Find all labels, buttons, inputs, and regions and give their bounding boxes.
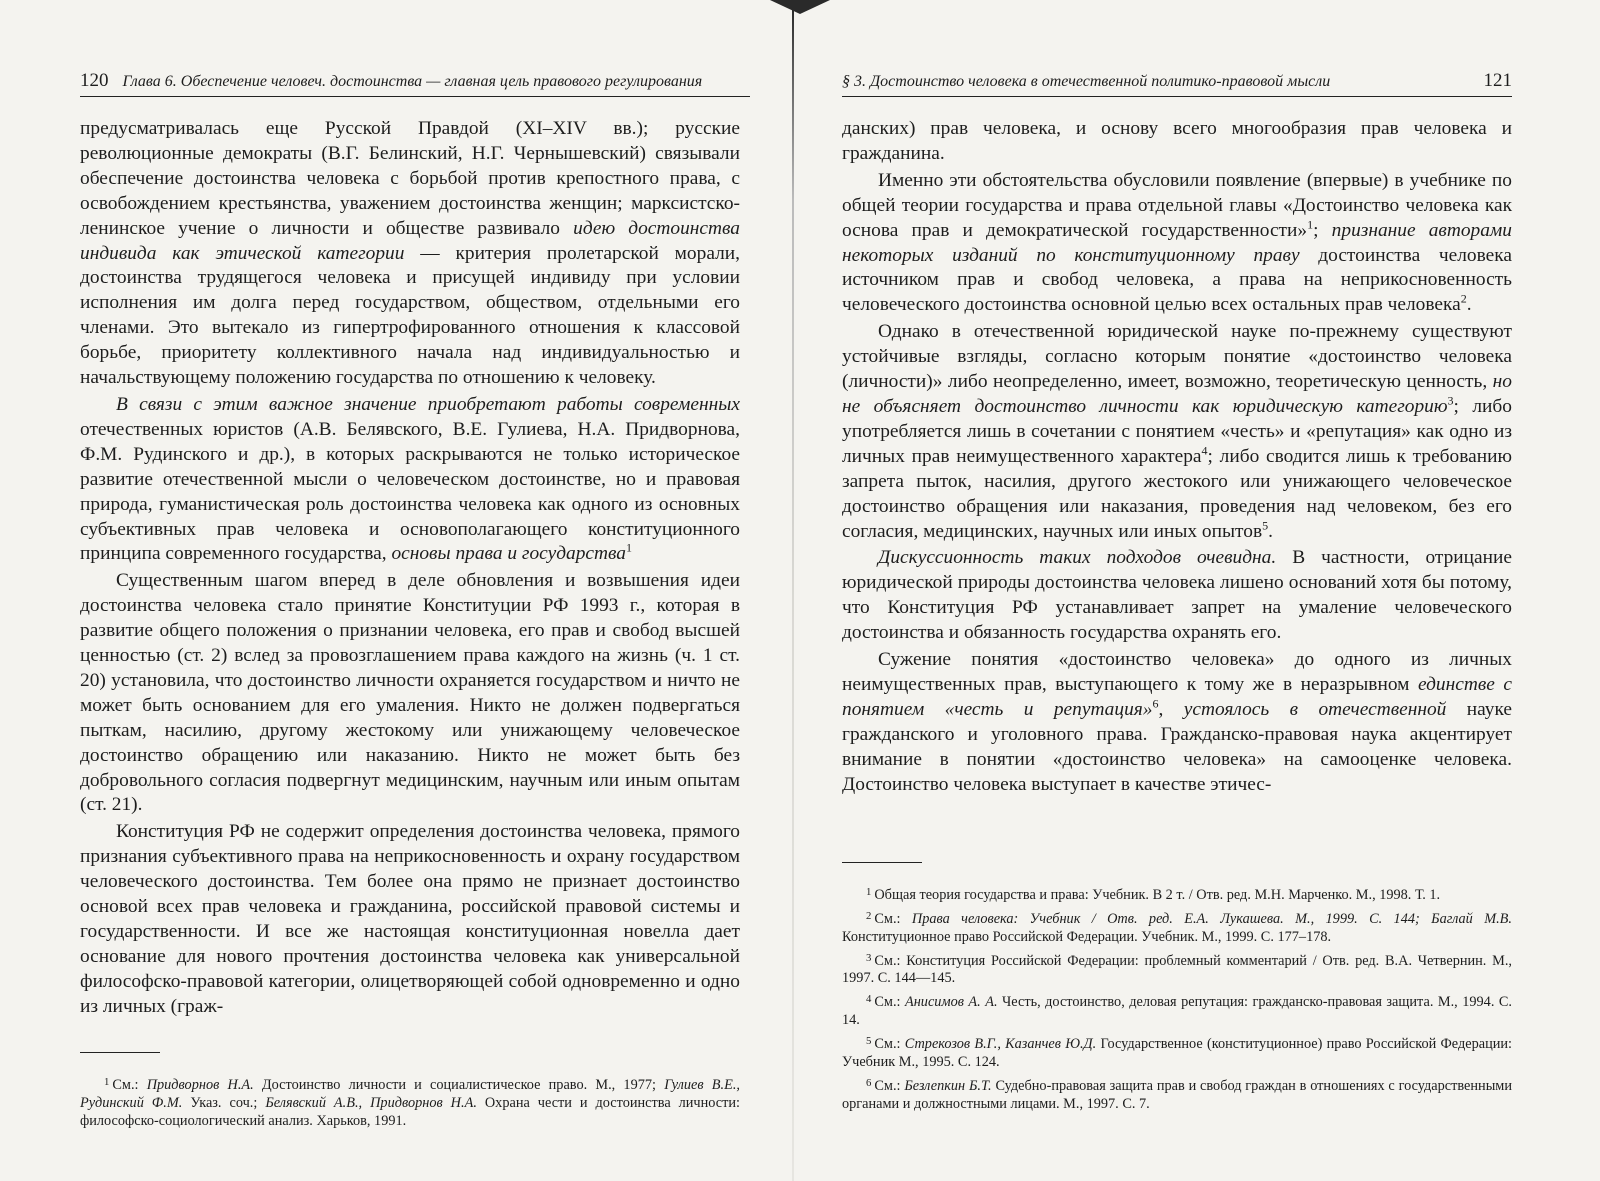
italic-text: Права человека: Учебник / Отв. ред. Е.А. Лукашева. М., 1999. С. 144; Баглай М.В.	[911, 910, 1512, 927]
text-run: Охрана чести и достоинства личности: философско-социологический анализ. Харьков, 1991.	[80, 1094, 740, 1129]
footnote	[80, 1073, 740, 1130]
text-run: Государственное (конституционное) право Российской Федерации: Учебник М., 1995. С. 124.	[842, 1035, 1512, 1070]
right-body-text	[842, 117, 1512, 797]
text-run: — критерия пролетарской морали, достоинства трудящегося человека и присущей индивиду при условии исполнения им долга перед государством, обществом, отдельными его членами. Это вытекало из гипертрофированного отношения к классовой борьбе, приоритету коллективного начала над индивидуальностью и начальствующему положению государства по отношению к человеку.	[80, 242, 740, 389]
footnote	[842, 1032, 1512, 1071]
book-gutter	[792, 0, 794, 1181]
text-run: ;	[1313, 219, 1332, 241]
paragraph	[842, 169, 1512, 318]
footnote	[842, 907, 1512, 946]
italic-text: единстве с понятием «честь и репутация»	[842, 673, 1512, 720]
text-run: отечественных юристов (А.В. Белявского, В.Е. Гулиева, Н.А. Придворнова, Ф.М. Рудинского и др.), в которых раскрываются не только историческое развитие отечественной мысли о человеческом достоинстве, но и правовая природа, гуманистическая роль достоинства человека как одного из основных субъективных прав человека и основополагающего конституционного принципа современного государства,	[80, 418, 740, 565]
paragraph	[842, 648, 1512, 797]
text-run: См.:	[112, 1076, 147, 1093]
text-run: Достоинство личности и социалистическое право. М., 1977;	[253, 1076, 665, 1093]
footnote-reference: 2	[1460, 291, 1467, 306]
right-running-head-title: § 3. Достоинство человека в отечественной политико-правовой мысли	[842, 73, 1331, 90]
italic-text: Безлепкин Б.Т.	[904, 1077, 992, 1094]
left-page	[0, 0, 790, 1181]
text-run: См.:	[874, 994, 905, 1010]
text-run: ; либо употребляется лишь в сочетании с понятием «честь» и «репутация» как одно из личных прав неимущественного характера	[842, 395, 1512, 467]
text-run: Конституция РФ не содержит определения достоинства человека, прямого признания субъективного права на неприкосновенность и охрану государством человеческого достоинства. Тем более она прямо не признает достоинство основой всех прав человека и гражданина, российской правовой системы и государственности. И все же настоящая конституционная новелла дает основание для нового прочтения достоинства человека как универсальной философско-правовой категории, олицетворяющей собой одновременно и одно из личных (граж-	[80, 821, 740, 1017]
left-body-text	[80, 117, 740, 1020]
footnote-reference: 3	[1447, 393, 1454, 408]
italic-text: Белявский А.В., Придворнов Н.А.	[265, 1094, 477, 1111]
text-run: .	[1466, 294, 1472, 316]
text-run: Общая теория государства и права: Учебник. В 2 т. / Отв. ред. М.Н. Марченко. М., 1998. Т. 1.	[874, 886, 1441, 903]
paragraph	[842, 117, 1512, 167]
italic-text: Дискуссионность таких подходов очевидна.	[878, 547, 1277, 569]
italic-text: устоялось в отечественной	[1183, 698, 1447, 720]
text-run: Конституционное право Российской Федерации. Учебник. М., 1999. С. 177–178.	[842, 928, 1332, 945]
italic-text: основы права и государства	[391, 543, 626, 565]
left-footnotes	[80, 1073, 740, 1130]
italic-text: признание авторами некоторых изданий по конституционному праву	[842, 219, 1512, 266]
text-run: Судебно-правовая защита прав и свобод граждан в отношениях с государственными органами и должностными лицами. М., 1997. С. 7.	[842, 1077, 1513, 1112]
right-footnote-rule	[842, 862, 922, 863]
paragraph	[80, 117, 740, 391]
italic-text: Придворнов Н.А.	[146, 1076, 254, 1093]
text-run: данских) прав человека, и основу всего многообразия прав человека и гражданина.	[842, 118, 1512, 164]
text-run: Указ. соч.;	[182, 1094, 266, 1111]
footnote-number: 6	[866, 1076, 872, 1089]
text-run: .	[1268, 520, 1273, 542]
text-run: Честь, достоинство, деловая репутация: гражданско-правовая защита. М., 1994. С. 14.	[842, 994, 1512, 1028]
left-footnote-rule	[80, 1052, 160, 1053]
footnote-reference: 1	[1307, 217, 1314, 232]
footnote-reference: 5	[1262, 518, 1269, 533]
right-footnotes	[842, 883, 1512, 1113]
right-page-number: 121	[1483, 70, 1512, 91]
footnote-number: 5	[866, 1035, 872, 1047]
right-page	[800, 0, 1600, 1181]
text-run: См.:	[874, 910, 912, 927]
italic-text: В связи с этим важное значение приобретают работы современных	[116, 393, 740, 415]
footnote-number: 1	[866, 886, 872, 898]
left-running-head	[80, 70, 750, 92]
text-run: В частности, отрицание юридической природы достоинства человека лишено оснований хотя бы потому, что Конституция РФ устанавливает запрет на умаление человеческого достоинства и обязанность государства охранять его.	[842, 547, 1513, 644]
text-run: Сужение понятия «достоинство человека» до одного из личных неимущественных прав, выступающего к тому же в неразрывном	[842, 649, 1512, 695]
text-run: ; либо сводится лишь к требованию запрета пыток, насилия, другого жестокого или унижающего человеческое достоинство обращения или наказания, проведения над человеком, без его согласия, медицинских, научных или иных опытов	[842, 445, 1512, 542]
paragraph	[80, 820, 740, 1019]
left-running-head-title: Глава 6. Обеспечение человеч. достоинства — главная цель правового регулирования	[122, 73, 703, 90]
right-header-rule	[842, 96, 1512, 97]
footnote-number: 1	[104, 1076, 110, 1088]
text-run: См.: Конституция Российской Федерации: проблемный комментарий / Отв. ред. В.А. Четвернин. М., 1997. С. 144—145.	[842, 952, 1512, 987]
footnote	[842, 883, 1512, 904]
italic-text: Гулиев В.Е., Рудинский Ф.М.	[80, 1076, 740, 1111]
text-run: науке гражданского и уголовного права. Гражданско-правовая наука акцентирует внимание в понятии «достоинство человека» на самооценке человека. Достоинство человека выступает в качестве этичес-	[842, 698, 1513, 795]
paragraph	[842, 546, 1512, 646]
text-run: Именно эти обстоятельства обусловили появление (впервые) в учебнике по общей теории государства и права отдельной главы «Достоинство человека как основа прав и демократической государственности»	[842, 169, 1512, 241]
text-run: ,	[1158, 698, 1184, 720]
footnote-reference: 4	[1201, 443, 1208, 458]
footnote-number: 4	[866, 993, 872, 1006]
footnote-reference: 1	[625, 540, 632, 555]
left-header-rule	[80, 96, 750, 97]
right-running-head	[842, 70, 1512, 92]
text-run: предусматривалась еще Русской Правдой (XI–XIV вв.); русские революционные демократы (В.Г. Белинский, Н.Г. Чернышевский) связывали обеспечение достоинства человека с борьбой против крепостного права, с освобождением крестьянства, уважением достоинства женщин; марксистско-ленинское учение о личности и обществе развивало	[80, 118, 740, 239]
footnote-number: 3	[866, 951, 872, 964]
footnote	[842, 949, 1512, 988]
paragraph	[80, 569, 740, 818]
italic-text: но не объясняет достоинство личности как юридическую категорию	[842, 371, 1512, 417]
text-run: Существенным шагом вперед в деле обновления и возвышения идеи достоинства человека стало принятие Конституции РФ 1993 г., которая в развитие общего положения о признании человека, его прав и свобод высшей ценностью (ст. 2) вслед за провозглашением права каждого на жизнь (ч. 1 ст. 20) установила, что достоинство личности охраняется государством и ничто не может быть основанием для его умаления. Никто не должен подвергаться пыткам, насилию, другому жестокому или унижающему человеческое достоинство обращению или наказанию. Никто не может быть без добровольного согласия подвергнут медицинским, научным или иным опытам (ст. 21).	[80, 570, 740, 816]
italic-text: Стрекозов В.Г., Казанчев Ю.Д.	[904, 1035, 1097, 1052]
footnote-reference: 6	[1152, 696, 1159, 711]
footnote	[842, 990, 1512, 1029]
paragraph	[842, 320, 1512, 544]
text-run: См.:	[874, 1077, 905, 1094]
footnote-number: 2	[866, 909, 872, 922]
left-page-number: 120	[80, 70, 109, 91]
paragraph	[80, 393, 740, 567]
text-run: достоинства человека источником прав и свобод человека, а права на неприкосновенность человеческого достоинства основной целью всех остальных прав человека	[842, 244, 1513, 316]
text-run: Однако в отечественной юридической науке по-прежнему существуют устойчивые взгляды, согласно которым понятие «достоинство человека (личности)» либо неопределенно, имеет, возможно, теоретическую ценность,	[842, 321, 1512, 393]
italic-text: Анисимов А. А.	[904, 994, 998, 1010]
italic-text: идею достоинства индивида как этической категории	[80, 217, 740, 264]
text-run: См.:	[874, 1035, 905, 1052]
footnote	[842, 1074, 1512, 1113]
